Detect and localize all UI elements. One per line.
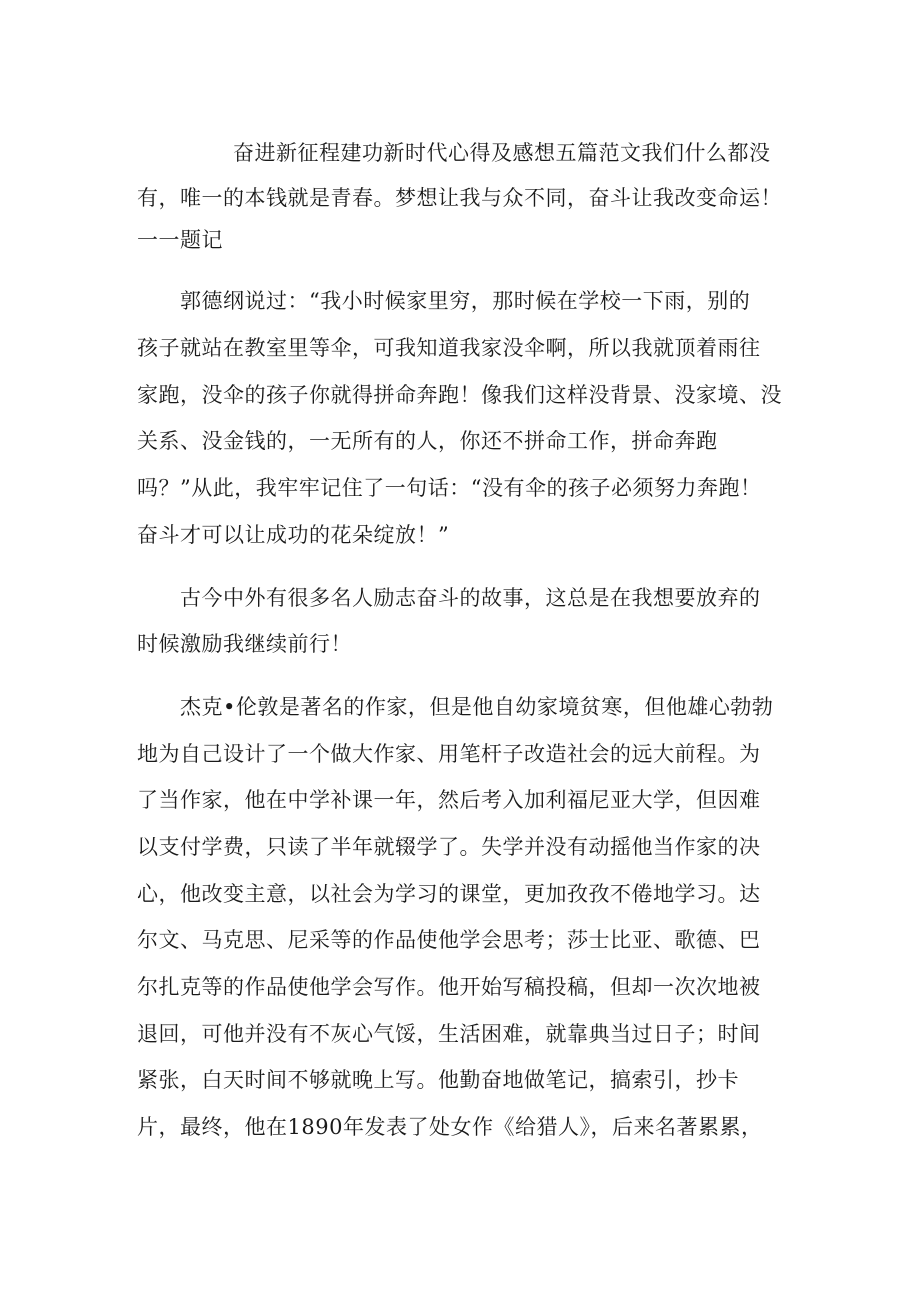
- text-line: 心，他改变主意，以社会为学习的课堂，更加孜孜不倦地学习。达: [137, 882, 761, 906]
- text-line: 有，唯一的本钱就是青春。梦想让我与众不同，奋斗让我改变命运！: [137, 186, 782, 210]
- text-line: 家跑，没伞的孩子你就得拼命奔跑！像我们这样没背景、没家境、没: [137, 383, 782, 407]
- text-line: 退回，可他并没有不灰心气馁，生活困难，就靠典当过日子；时间: [137, 1022, 761, 1046]
- text-line: 尔文、马克思、尼采等的作品使他学会思考；莎士比亚、歌德、巴: [137, 928, 761, 952]
- text-line: 吗？”从此，我牢牢记住了一句话：“没有伞的孩子必须努力奔跑！: [137, 476, 762, 500]
- text-line: 杰克•伦敦是著名的作家，但是他自幼家境贫寒，但他雄心勃勃: [180, 695, 774, 719]
- text-line: 时候激励我继续前行！: [137, 632, 352, 656]
- text-line: 地为自己设计了一个做大作家、用笔杆子改造社会的远大前程。为: [137, 742, 761, 766]
- text-line: 尔扎克等的作品使他学会写作。他开始写稿投稿，但却一次次地被: [137, 975, 761, 999]
- text-line: 片，最终，他在1890年发表了处女作《给猎人》，后来名著累累，: [137, 1115, 763, 1139]
- text-line: 古今中外有很多名人励志奋斗的故事，这总是在我想要放弃的: [180, 586, 761, 610]
- text-line: 奋进新征程建功新时代心得及感想五篇范文我们什么都没: [233, 141, 771, 165]
- text-line: 关系、没金钱的，一无所有的人，你还不拼命工作，拼命奔跑: [137, 429, 718, 453]
- text-line: 了当作家，他在中学补课一年，然后考入加利福尼亚大学，但因难: [137, 788, 761, 812]
- text-line: 奋斗才可以让成功的花朵绽放！”: [137, 523, 450, 547]
- text-line: 孩子就站在教室里等伞，可我知道我家没伞啊，所以我就顶着雨往: [137, 336, 761, 360]
- text-line: 以支付学费，只读了半年就辍学了。失学并没有动摇他当作家的决: [137, 835, 761, 859]
- text-line: 紧张，白天时间不够就晚上写。他勤奋地做笔记，搞索引，抄卡: [137, 1068, 739, 1092]
- text-line: 郭德纲说过：“我小时候家里穷，那时候在学校一下雨，别的: [180, 289, 751, 313]
- text-line: 一一题记: [137, 228, 223, 252]
